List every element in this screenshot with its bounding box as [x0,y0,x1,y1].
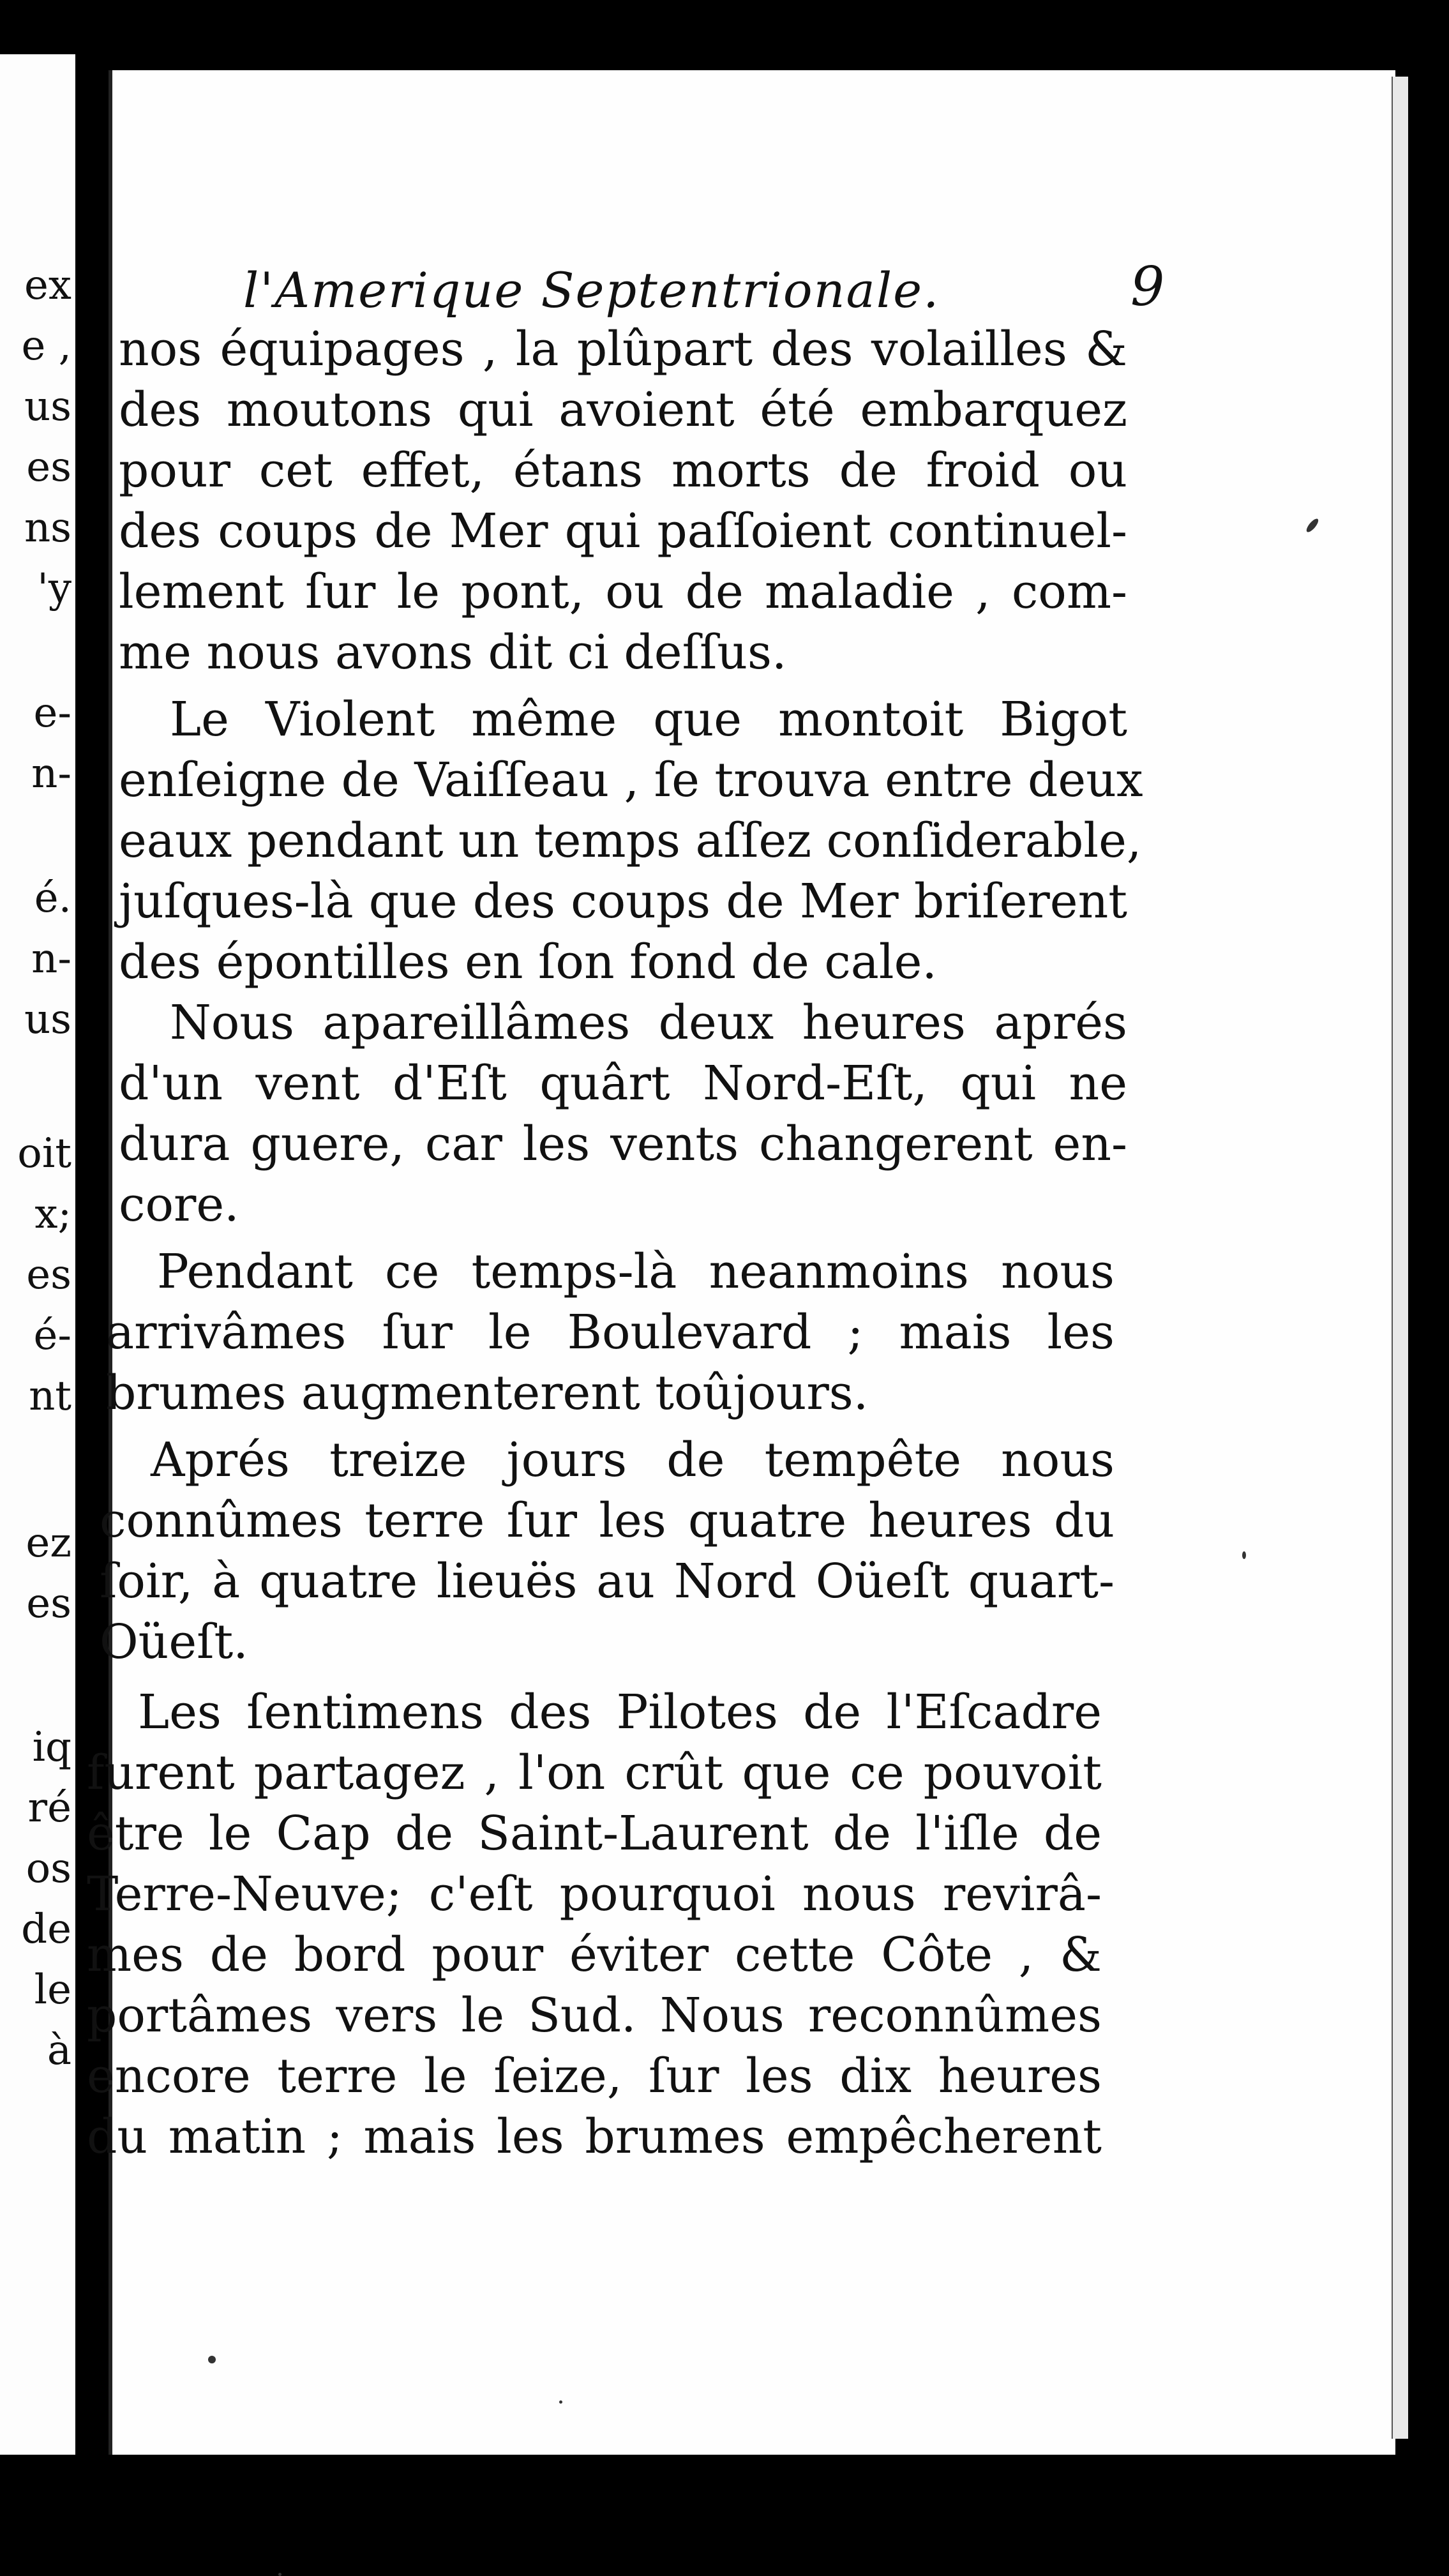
text-line: lement ſur le pont, ou de maladie , com- [119,564,1127,619]
text-line: pour cet effet, étans morts de froid ou [119,443,1127,498]
text-line: furent partagez , l'on crût que ce pouvoit [87,1745,1102,1800]
left-fragment: e- [33,689,71,737]
text-line: core. [119,1177,239,1232]
text-line: Le Violent même que montoit Bigot [170,692,1127,747]
text-line: dura guere, car les vents changerent en- [119,1117,1127,1171]
left-fragment: nt [29,1373,71,1420]
text-line: me nous avons dit ci deſſus. [119,625,787,680]
previous-page-edge [0,54,75,2455]
left-fragment: us [24,383,71,430]
left-fragment: 'y [37,565,71,612]
text-line: Les ſentimens des Pilotes de l'Eſcadre [138,1685,1102,1740]
left-fragment: x; [34,1191,71,1238]
text-line: connûmes terre ſur les quatre heures du [100,1493,1115,1548]
left-fragment: os [26,1845,71,1892]
left-fragment: ez [26,1519,71,1567]
left-fragment: us [24,996,71,1043]
left-fragment: é- [33,1312,71,1359]
left-fragment: es [26,1251,71,1299]
text-line: d'un vent d'Eſt quârt Nord-Eſt, qui ne [119,1056,1127,1111]
text-line: enſeigne de Vaiſſeau , ſe trouva entre deux [119,753,1143,808]
text-line: mes de bord pour éviter cette Côte , & [87,1927,1102,1982]
text-line: brumes augmenterent toûjours. [106,1366,869,1420]
text-line: des coups de Mer qui paſſoient continuel- [119,504,1127,559]
ink-speck [208,2356,216,2363]
left-fragment: ns [24,504,71,552]
book-page [87,70,1395,2455]
ink-speck [1305,517,1320,534]
left-fragment: n- [31,750,71,797]
left-fragment: e , [21,322,71,370]
text-line: des épontilles en ſon fond de cale. [119,935,937,990]
page-number: 9 [1130,255,1165,318]
ink-speck [278,2573,282,2576]
ink-speck [559,2400,562,2404]
text-line: eaux pendant un temps aſſez conſiderable, [119,813,1142,868]
text-line: encore terre le ſeize, ſur les dix heures [87,2049,1102,2104]
left-fragment: es [26,444,71,491]
text-line: être le Cap de Saint-Laurent de l'iſle de [87,1806,1102,1861]
left-fragment: ex [24,262,71,309]
left-fragment: es [26,1580,71,1627]
ink-speck [1242,1551,1246,1559]
text-line: des moutons qui avoient été embarquez [119,382,1127,437]
text-line: Nous apareillâmes deux heures aprés [170,995,1127,1050]
text-line: juſques-là que des coups de Mer briſerent [119,874,1127,929]
text-line: Oüeſt. [100,1615,248,1669]
left-fragment: é. [34,875,71,922]
left-fragment: à [47,2027,71,2074]
left-fragment: ré [27,1784,71,1832]
running-head: l'Amerique Septentrionale. [243,262,940,319]
page-edge [1392,77,1408,2439]
text-line: Terre-Neuve; c'eſt pourquoi nous revirâ- [87,1867,1102,1922]
left-fragment: iq [32,1724,71,1771]
text-line: arrivâmes ſur le Boulevard ; mais les [106,1305,1115,1360]
left-fragment: oit [17,1130,71,1177]
text-line: nos équipages , la plûpart des volailles & [119,322,1127,377]
text-line: Pendant ce temps-là neanmoins nous [157,1244,1115,1299]
left-fragment: le [34,1966,71,2014]
text-line: du matin ; mais les brumes empêcherent [87,2109,1102,2164]
text-line: ſoir, à quatre lieuës au Nord Oüeſt quart- [100,1554,1115,1609]
left-fragment: n- [31,935,71,983]
left-fragment: de [21,1906,71,1953]
text-line: portâmes vers le Sud. Nous reconnûmes [87,1988,1102,2043]
text-line: Aprés treize jours de tempête nous [151,1433,1115,1488]
